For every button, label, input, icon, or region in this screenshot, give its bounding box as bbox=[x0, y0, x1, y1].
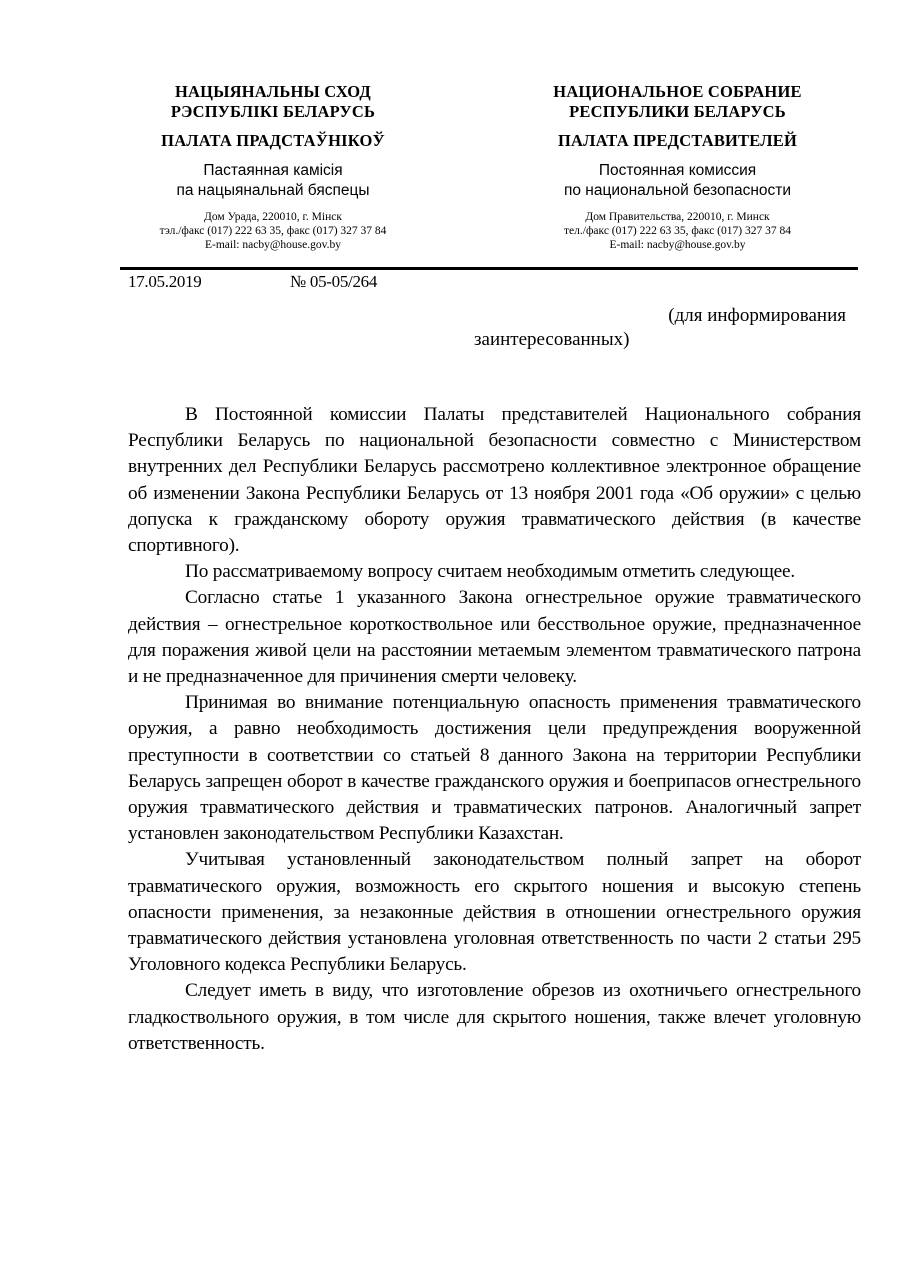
body-paragraph: Следует иметь в виду, что изготовление обрезов из охотничьего огнестрельного гладкоствольного оружия, в том числе для скрытого ношения, также влечет уголовную ответственность. bbox=[128, 980, 861, 1054]
contact-address: Дом Правительства, 220010, г. Минск bbox=[585, 211, 770, 223]
contact-email: E-mail: nacby@house.gov.by bbox=[609, 239, 746, 251]
org-name-line1: НАЦИОНАЛЬНОЕ СОБРАНИЕ bbox=[553, 82, 802, 101]
letter-body bbox=[128, 402, 861, 1057]
contact-email: E-mail: nacby@house.gov.by bbox=[205, 239, 341, 251]
commission-name-line1: Постоянная комиссия bbox=[598, 162, 757, 179]
contact-phones: тэл./факс (017) 222 63 35, факс (017) 327 37 84 bbox=[159, 225, 387, 237]
commission-name-line1: Пастаянная камісія bbox=[203, 162, 343, 179]
chamber-name: ПАЛАТА ПРЕДСТАВИТЕЛЕЙ bbox=[558, 131, 797, 150]
chamber-name: ПАЛАТА ПРАДСТАЎНІКОЎ bbox=[161, 131, 385, 150]
body-paragraph: Согласно статье 1 указанного Закона огнестрельное оружие травматического действия – огнестрельное короткоствольное или бесствольное оружие, предназначенное для поражения живой цели на расстоянии метаемым элементом травматического патрона и не предназначенное для причинения смерти человеку. bbox=[128, 587, 861, 688]
contact-address: Дом Урада, 220010, г. Мінск bbox=[204, 211, 342, 223]
addressee-block bbox=[470, 304, 846, 352]
body-paragraph: В Постоянной комиссии Палаты представителей Национального собрания Республики Беларусь по национальной безопасности совместно с Министерством внутренних дел Республики Беларусь рассмотрено коллективное электронное обращение об изменении Закона Республики Беларусь от 13 ноября 2001 года «Об оружии» с целью допуска к гражданскому обороту оружия травматического действия (в качестве спортивного). bbox=[128, 404, 861, 557]
body-paragraph: Принимая во внимание потенциальную опасность применения травматического оружия, а равно необходимость достижения цели предупреждения вооруженной преступности в соответствии со статьей 8 данного Закона на территории Республики Беларусь запрещен оборот в качестве гражданского оружия и боеприпасов огнестрельного оружия травматического действия и травматических патронов. Аналогичный запрет установлен законодательством Республики Казахстан. bbox=[128, 692, 861, 845]
commission-name-line2: по национальной безопасности bbox=[563, 182, 792, 199]
document-date: 17.05.2019 bbox=[128, 272, 202, 291]
org-name-line1: НАЦЫЯНАЛЬНЫ СХОД bbox=[175, 82, 371, 101]
body-paragraph: Учитывая установленный законодательством полный запрет на оборот травматического оружия, возможность его скрытого ношения и высокую степень опасности применения, за незаконные действия в отношении огнестрельного оружия травматического действия установлена уголовная ответственность по части 2 статьи 295 Уголовного кодекса Республики Беларусь. bbox=[128, 849, 861, 976]
registration-number: № 05-05/264 bbox=[290, 272, 378, 291]
letterhead-russian bbox=[510, 82, 845, 252]
org-name-line2: РЭСПУБЛІКІ БЕЛАРУСЬ bbox=[170, 102, 376, 121]
org-name-line2: РЕСПУБЛИКИ БЕЛАРУСЬ bbox=[569, 102, 786, 121]
addressee-line2: заинтересованных) bbox=[474, 329, 630, 350]
addressee-line1: (для информирования bbox=[668, 305, 846, 326]
body-paragraph: По рассматриваемому вопросу считаем необходимым отметить следующее. bbox=[185, 561, 795, 583]
letterhead-divider bbox=[120, 267, 858, 270]
contact-phones: тел./факс (017) 222 63 35, факс (017) 327 37 84 bbox=[564, 225, 791, 237]
commission-name-line2: па нацыянальнай бяспецы bbox=[176, 182, 370, 199]
letterhead-belarusian bbox=[118, 82, 428, 252]
